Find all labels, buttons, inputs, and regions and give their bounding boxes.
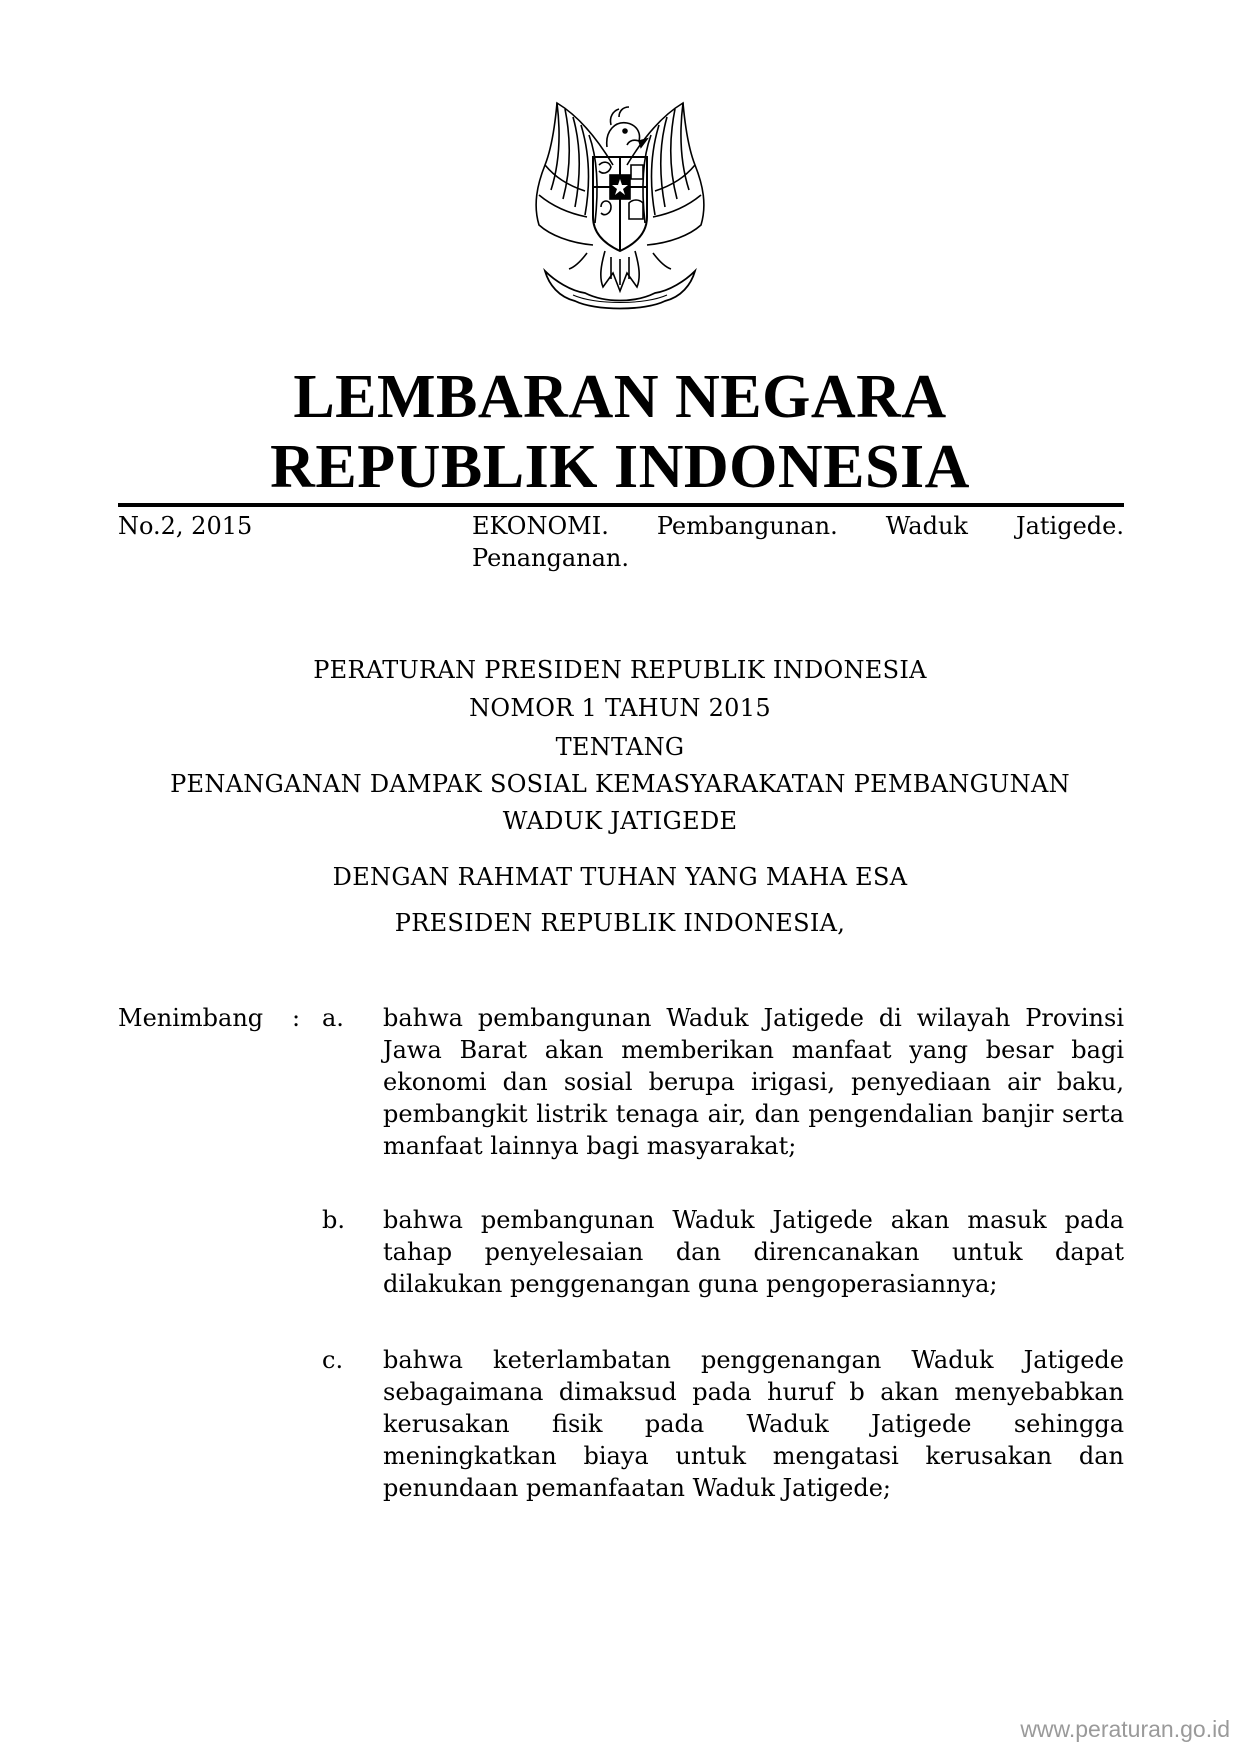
considerations-separator: :	[292, 1004, 301, 1032]
consideration-text-b: bahwa pembangunan Waduk Jatigede akan masuk pada tahap penyelesaian dan direncanakan untuk dapat dilakukan penggenangan guna pengoperasiannya;	[383, 1206, 1124, 1298]
footer-url: www.peraturan.go.id	[1020, 1716, 1230, 1742]
considerations-label: Menimbang	[118, 1004, 264, 1032]
consideration-letter-a: a.	[322, 1004, 344, 1032]
consideration-letter-c: c.	[322, 1346, 344, 1374]
regulation-number: NOMOR 1 TAHUN 2015	[469, 694, 771, 722]
regulation-title: PERATURAN PRESIDEN REPUBLIK INDONESIA	[313, 656, 927, 684]
issue-number: No.2, 2015	[118, 512, 253, 540]
regulation-invocation: DENGAN RAHMAT TUHAN YANG MAHA ESA	[332, 863, 908, 891]
regulation-subject-line2: WADUK JATIGEDE	[502, 807, 738, 835]
regulation-subject-line1: PENANGANAN DAMPAK SOSIAL KEMASYARAKATAN PEMBANGUNAN	[170, 770, 1070, 798]
consideration-letter-b: b.	[322, 1206, 345, 1234]
regulation-about: TENTANG	[555, 733, 685, 761]
regulation-issuer: PRESIDEN REPUBLIK INDONESIA,	[394, 909, 846, 937]
garuda-emblem-icon	[515, 95, 725, 315]
masthead-title-line1: LEMBARAN NEGARA	[293, 363, 947, 431]
issue-subject-line1: EKONOMI. Pembangunan. Waduk Jatigede.	[472, 512, 1124, 540]
consideration-text-a: bahwa pembangunan Waduk Jatigede di wilayah Provinsi Jawa Barat akan memberikan manfaat yang besar bagi ekonomi dan sosial berupa irigasi, penyediaan air baku, pembangkit listrik tenaga air, dan pengendalian banjir serta manfaat lainnya bagi masyarakat;	[383, 1004, 1124, 1160]
consideration-text-c: bahwa keterlambatan penggenangan Waduk Jatigede sebagaimana dimaksud pada huruf b akan menyebabkan kerusakan fisik pada Waduk Jatigede sehingga meningkatkan biaya untuk mengatasi kerusakan dan penundaan pemanfaatan Waduk Jatigede;	[383, 1346, 1124, 1502]
masthead-divider	[118, 503, 1124, 507]
masthead-title-line2: REPUBLIK INDONESIA	[270, 433, 970, 501]
issue-subject-line2: Penanganan.	[472, 544, 630, 572]
